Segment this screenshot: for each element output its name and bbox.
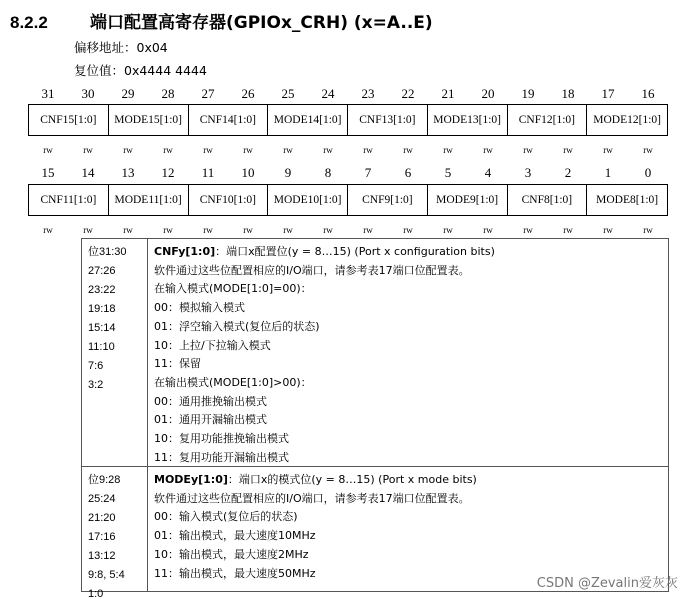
access-mode: rw	[163, 225, 173, 235]
bit-number: 31	[41, 86, 55, 101]
register-field: MODE11[1:0]	[109, 185, 189, 215]
cnf-description	[148, 239, 668, 466]
access-mode: rw	[643, 145, 653, 155]
bit-description-table	[81, 238, 669, 599]
access-mode: rw	[363, 225, 373, 235]
bit-number: 1	[604, 165, 612, 180]
access-mode: rw	[443, 225, 453, 235]
bit-number: 27	[201, 86, 215, 101]
bit-number: 8	[324, 165, 332, 180]
section-heading	[10, 8, 433, 32]
mode-summary-text: ：端口x的模式位(y = 8…15) (Port x mode bits)	[227, 473, 477, 486]
access-mode: rw	[563, 145, 573, 155]
bit-number: 12	[161, 165, 175, 180]
bit-number: 13	[121, 165, 135, 180]
mode-summary	[154, 471, 668, 490]
description-line: 01：浮空输入模式(复位后的状态)	[154, 319, 320, 333]
access-mode: rw	[203, 145, 213, 155]
reset-value: 复位值：0x4444 4444	[74, 63, 207, 78]
mode-lines	[154, 490, 668, 584]
access-mode: rw	[283, 225, 293, 235]
description-line: 00：模拟输入模式	[154, 301, 245, 315]
register-field: MODE13[1:0]	[428, 105, 508, 135]
cnf-description-row	[82, 239, 668, 467]
description-line: 软件通过这些位配置相应的I/O端口，请参考表17端口位配置表。	[154, 263, 470, 277]
bit-number: 14	[81, 165, 95, 180]
bit-number: 10	[241, 165, 255, 180]
description-line: 10：输出模式，最大速度2MHz	[154, 547, 309, 561]
bit-number: 24	[321, 86, 335, 101]
bit-range: 25:24	[88, 493, 116, 505]
bit-number: 6	[404, 165, 412, 180]
access-mode: rw	[243, 225, 253, 235]
bit-number: 19	[521, 86, 535, 101]
access-mode: rw	[123, 145, 133, 155]
bit-number: 26	[241, 86, 255, 101]
upper-access-row	[28, 145, 668, 159]
register-field: MODE15[1:0]	[109, 105, 189, 135]
bit-number: 0	[644, 165, 652, 180]
access-mode: rw	[603, 225, 613, 235]
bit-number: 2	[564, 165, 572, 180]
bit-number: 20	[481, 86, 495, 101]
access-mode: rw	[123, 225, 133, 235]
register-field: CNF10[1:0]	[189, 185, 269, 215]
register-field: MODE10[1:0]	[268, 185, 348, 215]
description-line: 00：通用推挽输出模式	[154, 394, 267, 408]
bit-range: 位31:30	[88, 246, 127, 258]
access-mode: rw	[403, 225, 413, 235]
bit-number: 9	[284, 165, 292, 180]
cnf-summary-text: ：端口x配置位(y = 8…15) (Port x configuration bits)	[215, 245, 495, 258]
access-mode: rw	[43, 225, 53, 235]
bit-range: 27:26	[88, 265, 116, 277]
register-field: MODE14[1:0]	[268, 105, 348, 135]
access-mode: rw	[403, 145, 413, 155]
register-field: CNF8[1:0]	[508, 185, 588, 215]
access-mode: rw	[323, 225, 333, 235]
cnf-bit-ranges	[82, 239, 148, 466]
register-field: MODE8[1:0]	[596, 194, 659, 206]
description-line: 00：输入模式(复位后的状态)	[154, 510, 298, 524]
bit-number: 11	[201, 165, 215, 180]
access-mode: rw	[523, 225, 533, 235]
access-mode: rw	[283, 145, 293, 155]
access-mode: rw	[563, 225, 573, 235]
section-number: 8.2.2	[10, 13, 48, 32]
description-line: 在输入模式(MODE[1:0]=00)：	[154, 282, 312, 296]
bit-range: 21:20	[88, 512, 116, 524]
bit-number: 18	[561, 86, 575, 101]
description-line: 10：上拉/下拉输入模式	[154, 338, 271, 352]
mode-bit-ranges	[82, 467, 148, 599]
bit-number: 17	[601, 86, 615, 101]
bit-number: 30	[81, 86, 95, 101]
register-field: MODE9[1:0]	[428, 185, 508, 215]
bit-range: 位9:28	[88, 474, 121, 486]
access-mode: rw	[603, 145, 613, 155]
bit-range: 13:12	[88, 550, 116, 562]
bit-number: 22	[401, 86, 415, 101]
bit-number: 29	[121, 86, 135, 101]
lower-register-fields	[28, 184, 668, 216]
register-field: CNF12[1:0]	[508, 105, 588, 135]
description-line: 11：保留	[154, 357, 201, 371]
register-field: CNF9[1:0]	[348, 185, 428, 215]
bit-range: 23:22	[88, 284, 116, 296]
section-title: 端口配置高寄存器(GPIOx_CRH) (x=A..E)	[90, 13, 433, 33]
bit-number: 16	[641, 86, 655, 101]
bit-number: 3	[524, 165, 532, 180]
description-line: 10：复用功能推挽输出模式	[154, 432, 289, 446]
register-field: CNF11[1:0]	[29, 185, 109, 215]
bit-number: 28	[161, 86, 175, 101]
bit-number: 4	[484, 165, 492, 180]
bit-range: 1:0	[88, 588, 104, 599]
access-mode: rw	[83, 225, 93, 235]
access-mode: rw	[163, 145, 173, 155]
bit-range: 17:16	[88, 531, 116, 543]
access-mode: rw	[323, 145, 333, 155]
bit-range: 3:2	[88, 379, 104, 391]
offset-address: 偏移地址：0x04	[74, 40, 168, 55]
description-line: 01：通用开漏输出模式	[154, 413, 267, 427]
mode-field-name: MODEy[1:0]	[154, 473, 228, 486]
watermark: CSDN @Zevalin爱灰灰	[536, 576, 678, 591]
description-line: 软件通过这些位配置相应的I/O端口，请参考表17端口位配置表。	[154, 491, 470, 505]
access-mode: rw	[523, 145, 533, 155]
description-line: 01：输出模式，最大速度10MHz	[154, 529, 316, 543]
bit-number: 21	[441, 86, 455, 101]
register-field: CNF14[1:0]	[189, 105, 269, 135]
bit-number: 23	[361, 86, 375, 101]
bit-range: 15:14	[88, 322, 116, 334]
register-field: MODE12[1:0]	[593, 114, 661, 126]
bit-range: 19:18	[88, 303, 116, 315]
bit-range: 7:6	[88, 360, 104, 372]
access-mode: rw	[243, 145, 253, 155]
access-mode: rw	[483, 145, 493, 155]
bit-number: 5	[444, 165, 452, 180]
access-mode: rw	[443, 145, 453, 155]
description-line: 11：输出模式，最大速度50MHz	[154, 566, 316, 580]
access-mode: rw	[643, 225, 653, 235]
access-mode: rw	[43, 145, 53, 155]
upper-register-fields	[28, 104, 668, 136]
description-line: 11：复用功能开漏输出模式	[154, 450, 289, 464]
upper-bit-numbers	[28, 86, 668, 104]
bit-range: 9:8, 5:4	[88, 569, 125, 581]
cnf-lines	[154, 262, 668, 468]
lower-access-row	[28, 225, 668, 239]
access-mode: rw	[203, 225, 213, 235]
cnf-summary	[154, 243, 668, 262]
register-field: CNF15[1:0]	[29, 105, 109, 135]
access-mode: rw	[83, 145, 93, 155]
bit-range: 11:10	[88, 341, 115, 353]
lower-bit-numbers	[28, 165, 668, 183]
register-field: CNF13[1:0]	[348, 105, 428, 135]
access-mode: rw	[363, 145, 373, 155]
bit-number: 25	[281, 86, 295, 101]
bit-number: 7	[364, 165, 372, 180]
cnf-field-name: CNFy[1:0]	[154, 245, 216, 258]
access-mode: rw	[483, 225, 493, 235]
bit-number: 15	[41, 165, 55, 180]
description-line: 在输出模式(MODE[1:0]>00)：	[154, 375, 312, 389]
